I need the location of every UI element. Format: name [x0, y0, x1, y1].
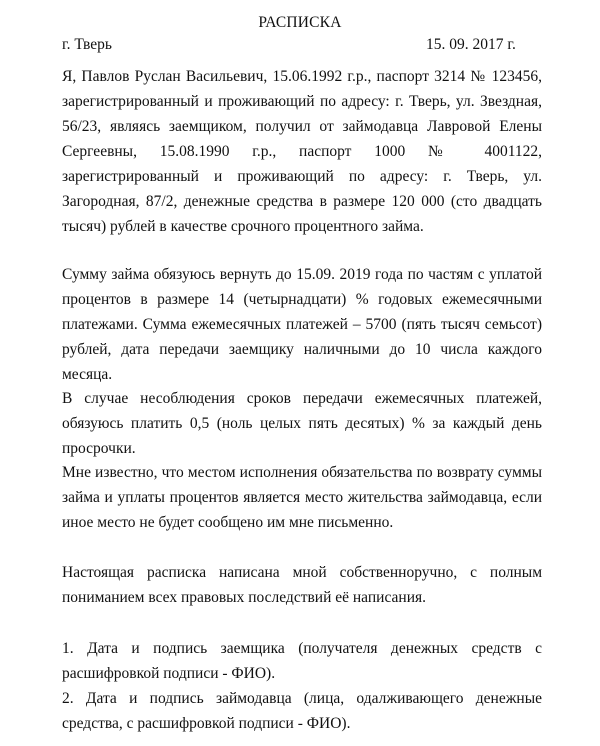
- list-item-borrower-signature: 1. Дата и подпись заемщика (получателя денежных средств с расшифровкой подписи - ФИО).: [62, 640, 542, 682]
- document-date: 15. 09. 2017 г.: [426, 36, 516, 53]
- list-item-lender-signature: 2. Дата и подпись займодавца (лица, одалживающего денежные средства, с расшифровкой подписи - ФИО).: [62, 690, 542, 732]
- paragraph-penalty: В случае несоблюдения сроков передачи ежемесячных платежей, обязуюсь платить 0,5 (ноль целых пять десятых) % за каждый день просрочки.: [62, 390, 542, 457]
- document-title: РАСПИСКА: [258, 14, 342, 31]
- paragraph-place-of-performance: Мне известно, что местом исполнения обязательства по возврату суммы займа и уплаты процентов является место жительства займодавца, если иное место не будет сообщено им мне письменно.: [62, 464, 542, 531]
- paragraph-declaration: Настоящая расписка написана мной собственноручно, с полным пониманием всех правовых последствий её написания.: [62, 564, 542, 606]
- paragraph-borrower-details: Я, Павлов Руслан Васильевич, 15.06.1992 г.р., паспорт 3214 № 123456, зарегистрированный и проживающий по адресу: г. Тверь, ул. Звездная, 56/23, являясь заемщиком, получил от займодавца Лавровой Елены Сергеевны, 15.08.1990 г.р., паспорт 1000 № 4001122, зарегистрированный и проживающий по адресу: г. Тверь, ул. Загородная, 87/2, денежные средства в размере 120 000 (сто двадцать тысяч) рублей в качестве срочного процентного займа.: [62, 68, 542, 235]
- paragraph-repayment-terms: Сумму займа обязуюсь вернуть до 15.09. 2019 года по частям с уплатой процентов в размере 14 (четырнадцати) % годовых ежемесячными платежами. Сумма ежемесячных платежей – 5700 (пять тысяч семьсот) рублей, дата передачи заемщику наличными до 10 числа каждого месяца.: [62, 266, 542, 383]
- document-city: г. Тверь: [62, 36, 112, 53]
